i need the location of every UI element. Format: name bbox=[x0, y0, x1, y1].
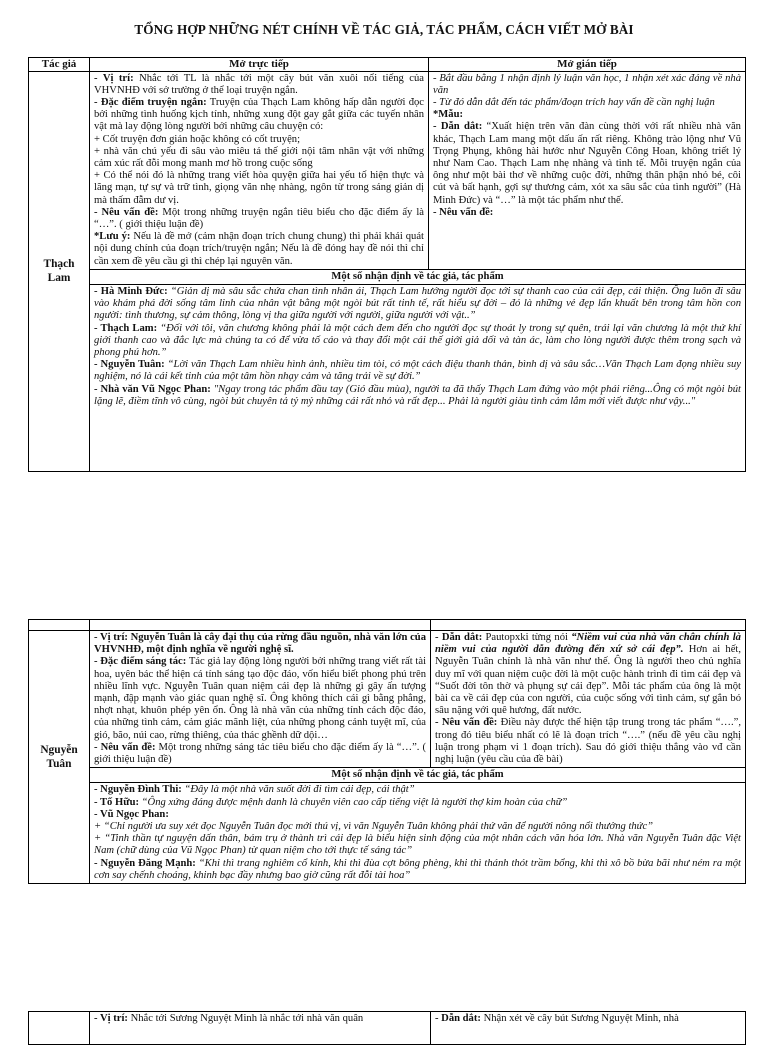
label: - Nêu vấn đề: bbox=[94, 206, 159, 218]
quote-text: “Giản dị mà sâu sắc chứa chan tình nhân ái, Thạch Lam hướng người đọc tới sự thanh cao của cái đẹp, cái thiện. Ông luôn đi sâu vào khám phá đời sống tâm linh của nhân vật bằng một ngòi bút rất tinh tế, rất hiểu sự đời – đó là những vẻ đẹp lẩn khuất bên trong tâm hồn con người: tình thương, sự cảm thông, lòng vị tha giữa người với người, giữa người với vật..” bbox=[94, 285, 741, 322]
text: Một trong những truyện ngắn tiêu biểu cho đặc điểm ấy là “…”. ( giới thiệu luận đề) bbox=[94, 206, 424, 230]
nguyen-tuan-table bbox=[28, 619, 746, 884]
thach-lam-quotes-cell bbox=[90, 284, 746, 471]
nguyen-tuan-indirect-cell bbox=[431, 631, 746, 768]
thach-lam-direct-cell bbox=[90, 71, 429, 269]
quote-text: “Ông xứng đáng được mệnh danh là chuyên viên cao cấp tiếng việt là người thợ kim hoàn của chữ” bbox=[139, 796, 568, 808]
quote-text: "Ngay trong tác phẩm đầu tay (Gió đầu mùa), người ta đã thấy Thạch Lam đứng vào một phái riêng...Ông có một ngòi bút lặng lẽ, điềm tĩnh vô cùng, ngòi bút chuyên tả tỷ mỷ những cái rất nhỏ và rất đẹp... Phải là người giàu tình cảm lắm mới viết được như vậy..." bbox=[94, 383, 741, 407]
label: - Dẫn dắt: bbox=[435, 632, 483, 643]
text: - Từ đó dẫn dắt đến tác phẩm/đoạn trích hay vấn đề cần nghị luận bbox=[433, 96, 715, 108]
quote-author: - Nhà văn Vũ Ngọc Phan: bbox=[94, 383, 211, 395]
label: *Lưu ý: bbox=[94, 231, 131, 243]
quote-author: - Nguyễn Đình Thi: bbox=[94, 784, 182, 796]
thach-lam-quotes-title-row bbox=[29, 269, 746, 284]
nguyen-tuan-quotes-cell bbox=[90, 783, 746, 884]
text: Pautopxki từng nói bbox=[482, 632, 572, 643]
header-indirect: Mở gián tiếp bbox=[429, 58, 746, 72]
text: Hơn ai hết, Nguyễn Tuân chính là nhà văn như thế. Ông là người theo chủ nghĩa duy mĩ với quan niệm cuộc đời là một cuộc hành trình đi tìm cái đẹp và “Suốt đời tôn thờ và phụng sự cái đẹp”. Mỗi tác phẩm của ông là một bài ca về cái đẹp của con người, của cuộc sống với tình cảm, sự gắn bó sâu nặng với quê hương, đất nước. bbox=[435, 644, 742, 717]
next-author-table bbox=[28, 1011, 746, 1045]
quote-text: “Đây là một nhà văn suốt đời đi tìm cái đẹp, cái thật” bbox=[181, 784, 415, 796]
quote-author: - Nguyễn Đăng Mạnh: bbox=[94, 857, 196, 869]
author-thach-lam: Thạch Lam bbox=[29, 71, 90, 471]
text: “Xuất hiện trên văn đàn cùng thời với rất nhiều nhà văn khác, Thạch Lam mang một dấu ấn rất riêng. Không trào lộng như Vũ Trọng Phụng, không hài hước như Nguyễn Công Hoan, không triết lý như Nam Cao. Thạch Lam nhẹ nhàng và tinh tế. Mỗi truyện ngắn của ông như một bài thơ về những cuộc đời, những thân phận nhỏ bé, côi cút và bất hạnh, gợi sự thương cảm, xót xa sâu sắc của tình người” (Hà Minh Đức) và “…” là một tác phẩm như thế. bbox=[433, 121, 741, 206]
bullet: + Cốt truyện đơn giản hoặc không có cốt truyện; bbox=[94, 133, 301, 145]
quote-text: “Đối với tôi, văn chương không phải là một cách đem đến cho người đọc sự thoát ly trong sự quên, trái lại văn chương là một thứ khí giới thanh cao và đắc lực mà chúng ta có để vừa tố cáo và thay đổi một cái thế giới giả dối và tàn ác, làm cho lòng người được thêm trong sạch và phong phú hơn.” bbox=[94, 322, 742, 358]
text: - Vị trí: Nguyễn Tuân là cây đại thụ của rừng đầu nguồn, nhà văn lớn của VHVNHĐ, một định nghĩa về người nghệ sĩ. bbox=[94, 632, 426, 656]
header-direct: Mở trực tiếp bbox=[90, 58, 429, 72]
header-author: Tác giả bbox=[29, 58, 90, 72]
text: Một trong những sáng tác tiêu biểu cho đặc điểm ấy là “…”. ( giới thiệu luận đề) bbox=[94, 741, 426, 766]
text: Nếu là đề mở (cảm nhận đoạn trích chung chung) thì phải khái quát nội dung chính của đoạn trích/truyện ngắn; Nếu là đề đóng hay đề nói thì chỉ cần xem đề yêu cầu gì thì chép lại nguyên văn. bbox=[94, 231, 424, 267]
quote-author: - Nguyễn Tuân: bbox=[94, 359, 165, 371]
quote-text: + “Chỉ người ưa suy xét đọc Nguyễn Tuân đọc mới thú vị, vì văn Nguyễn Tuân không phải thứ văn để người nông nổi thưởng thức” bbox=[94, 821, 654, 833]
blank-cell bbox=[29, 620, 90, 631]
label: - Đặc điểm sáng tác: bbox=[94, 656, 187, 668]
label: - Đặc điểm truyện ngắn: bbox=[94, 96, 207, 108]
quotes-title: Một số nhận định về tác giả, tác phẩm bbox=[90, 269, 746, 284]
bullet: + nhà văn chú yếu đi sâu vào miêu tả thế giới nội tâm nhân vật với những cảm xúc rất đỗi mong manh mơ hồ trong cuộc sống bbox=[94, 145, 424, 169]
label: - Vị trí: bbox=[94, 1013, 128, 1024]
nguyen-tuan-quotes-row bbox=[29, 783, 746, 884]
text: Tác giả lay động lòng người bởi những trang viết rất tài hoa, uyên bác thể hiện cá tính sáng tạo độc đáo, vốn hiểu biết phong phú trên nhiều lĩnh vực. Nguyễn Tuân quan niệm cái đẹp là những gì gây ấn tượng mạnh, đập mạnh vào giác quan nghệ sĩ. Ông không thích cái gì bằng phẳng, nhợt nhạt, khuôn phép yên ổn. Ông là nhà văn của những tính cách độc đáo, của những tình cảm, cảm giác mãnh liệt, của những phong cảnh tuyệt mĩ, của gió, bão, núi cao, rừng thiêng, của thác ghềnh dữ dội… bbox=[94, 656, 427, 741]
nguyen-tuan-direct-cell bbox=[90, 631, 431, 768]
next-author-cell bbox=[29, 1012, 90, 1045]
thach-lam-table bbox=[28, 57, 746, 472]
text: - Bắt đầu bằng 1 nhận định lý luận văn học, 1 nhận xét xác đáng về nhà văn bbox=[433, 72, 741, 96]
text: Nhắc tới TL là nhắc tới một cây bút văn xuôi nổi tiếng của VHVNHĐ với sở trường ở thể loại truyện ngắn. bbox=[94, 72, 424, 96]
bullet: + Có thể nói đó là những trang viết hòa quyện giữa hai yếu tố hiện thực và lãng mạn, tự sự và trữ tình, giọng văn nhẹ nhàng, ngôn từ trong sáng giản dị mà thấm đẫm dư vị. bbox=[94, 170, 424, 206]
quote-text: “Khi thì trang nghiêm cổ kính, khi thì đùa cợt bông phèng, khi thì thánh thót trầm bổng, khi thì xô bồ bừa bãi như ném ra một cơn say chếnh choáng, khinh bạc đầy nhưng bao giờ cũng rất đỗi tài hoa” bbox=[94, 857, 741, 881]
quote-author: - Hà Minh Đức: bbox=[94, 285, 168, 297]
label: - Nêu vấn đề: bbox=[435, 717, 498, 729]
text: Truyện của Thạch Lam không hấp dẫn người đọc bởi những tình huống kịch tính, những xung đột gay gắt giữa các tuyến nhân vật mà lay động lòng người bởi những câu chuyện có: bbox=[94, 96, 424, 133]
label: - Nêu vấn đề: bbox=[94, 741, 156, 753]
next-indirect-cell bbox=[431, 1012, 746, 1045]
nguyen-tuan-quotes-title-row bbox=[29, 768, 746, 783]
label: - Dẫn dắt: bbox=[435, 1013, 481, 1024]
quote: “Niềm vui của nhà văn chân chính là niềm vui của người dẫn đường đến xứ sở cái đẹp”. bbox=[435, 632, 741, 656]
blank-header-row bbox=[29, 620, 746, 631]
thach-lam-quotes-row bbox=[29, 284, 746, 471]
blank-cell bbox=[90, 620, 431, 631]
label: - Dẫn dắt: bbox=[433, 121, 483, 133]
quote-author: - Thạch Lam: bbox=[94, 322, 158, 334]
quote-author: - Vũ Ngọc Phan: bbox=[94, 808, 169, 820]
header-row bbox=[29, 58, 746, 72]
document-title: TỔNG HỢP NHỮNG NÉT CHÍNH VỀ TÁC GIẢ, TÁC PHẨM, CÁCH VIẾT MỞ BÀI bbox=[134, 22, 634, 37]
quotes-title: Một số nhận định về tác giả, tác phẩm bbox=[90, 768, 746, 783]
quote-text: + “Tinh thần tự nguyện dấn thân, bám trụ ở thành trì cái đẹp là biểu hiện sinh động của một nhân cách văn hóa lớn. Nhà văn Nguyễn Tuân đặc Việt Nam (chữ dùng của Vũ Ngọc Phan) từ quan niệm cho tới thực tế sáng tác” bbox=[94, 833, 741, 857]
text: Nhận xét về cây bút Sương Nguyệt Minh, nhà bbox=[480, 1013, 679, 1024]
author-nguyen-tuan: Nguyễn Tuân bbox=[29, 631, 90, 884]
text: Điều này được thể hiện tập trung trong tác phẩm “….”, trong đó tiêu biểu nhất có lẽ là đoạn trích “….” (nếu đề yêu cầu nghị luận trong phạm vi 1 đoạn trích). Sau đó giới thiệu thẳng vào vđ cần nghị luận (yêu cầu của đề bài) bbox=[435, 717, 742, 766]
label: - Nêu vấn đề: bbox=[433, 206, 494, 218]
blank-cell bbox=[431, 620, 746, 631]
next-author-row bbox=[29, 1012, 746, 1045]
nguyen-tuan-row bbox=[29, 631, 746, 768]
quote-text: “Lời văn Thạch Lam nhiều hình ảnh, nhiều tìm tòi, có một cách điệu thanh thản, bình dị và sâu sắc…Văn Thạch Lam đọng nhiều suy nghiệm, nó là cái kết tinh của một tâm hồn nhạy cảm và tăng trải về sự đời.” bbox=[94, 359, 741, 383]
quote-author: - Tố Hữu: bbox=[94, 796, 140, 808]
text: Nhắc tới Sương Nguyệt Minh là nhắc tới nhà văn quân bbox=[127, 1013, 364, 1024]
thach-lam-row bbox=[29, 71, 746, 269]
next-direct-cell bbox=[90, 1012, 431, 1045]
label: - Vị trí: bbox=[94, 72, 134, 84]
thach-lam-indirect-cell bbox=[429, 71, 746, 269]
label: *Mẫu: bbox=[433, 109, 464, 121]
